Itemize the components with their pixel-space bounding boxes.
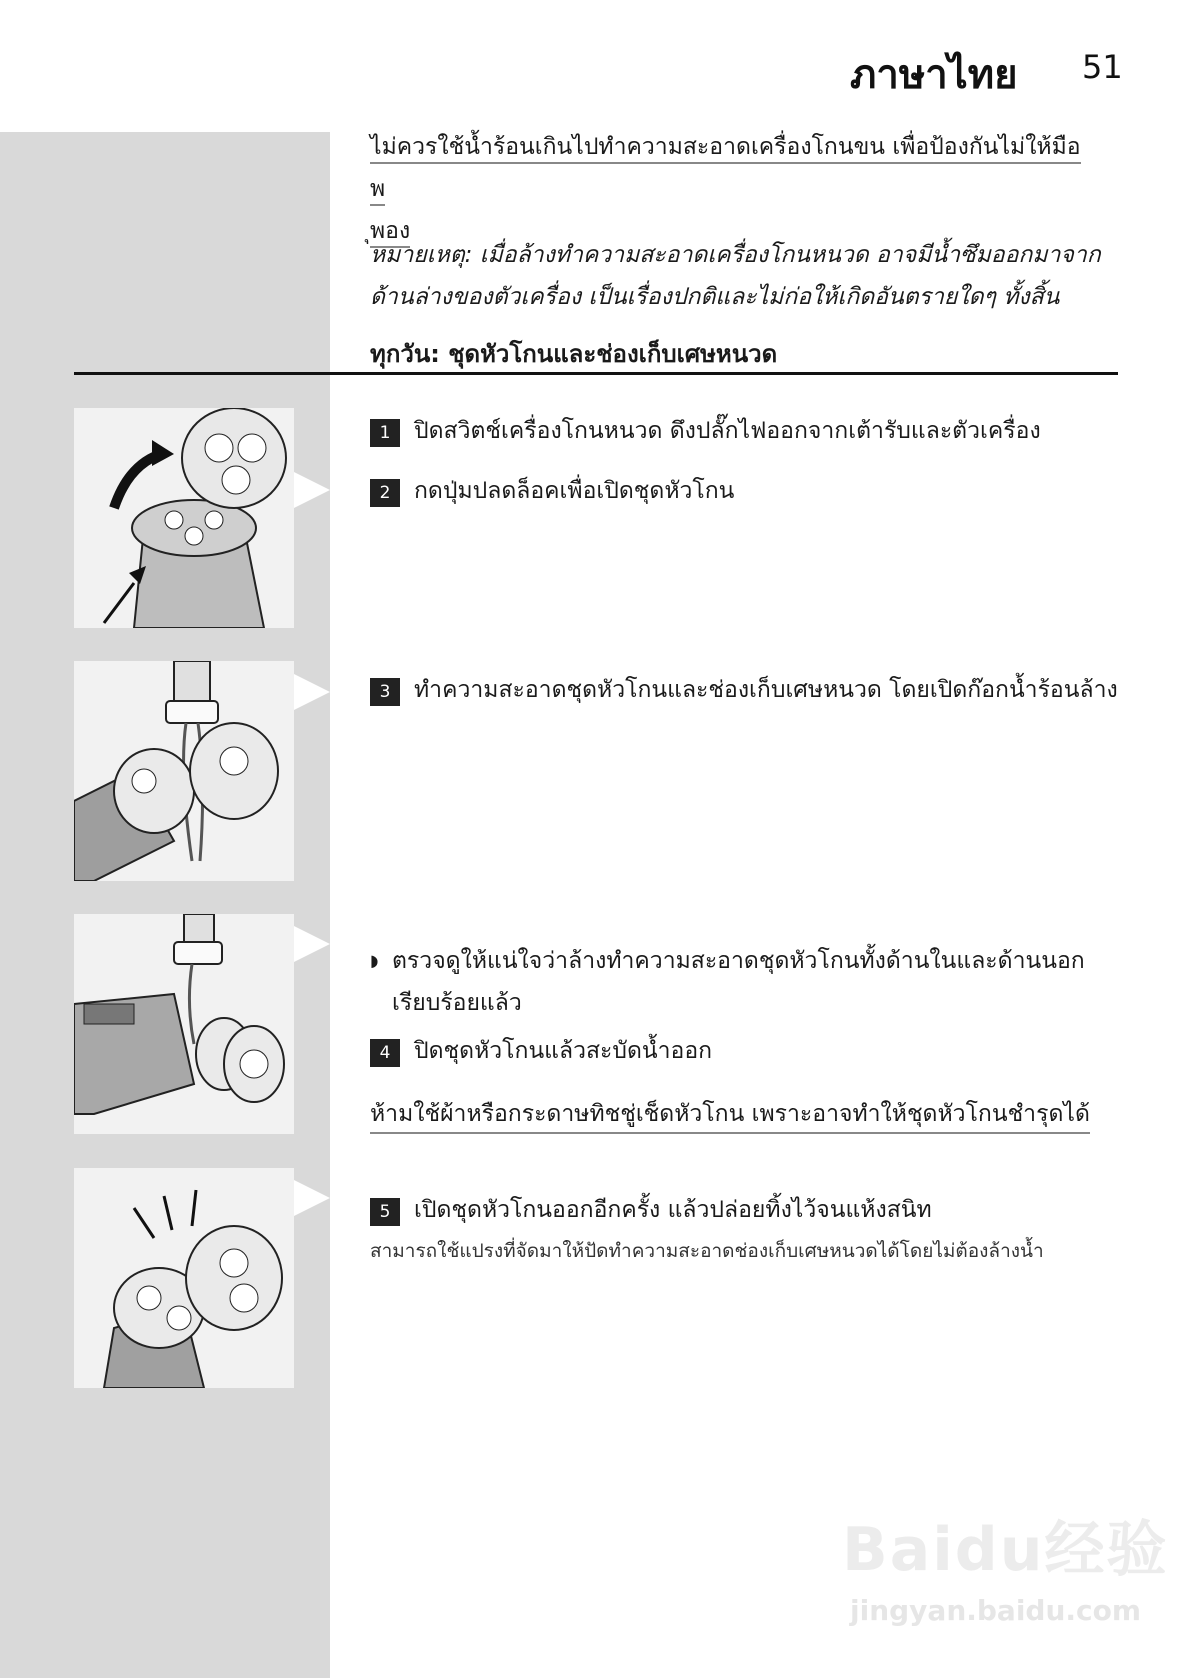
figure-pointer <box>294 926 330 962</box>
tissue-warning: ห้ามใช้ผ้าหรือกระดาษทิชชู่เช็ดหัวโกน เพราะอาจทำให้ชุดหัวโกนชำรุดได้ <box>370 1096 1090 1134</box>
figure-shake-water <box>74 914 294 1134</box>
hot-water-warning-line2: ุพอง <box>370 218 410 248</box>
step-text: เปิดชุดหัวโกนออกอีกครั้ง แล้วปล่อยทิ้งไว้จนแห้งสนิท <box>414 1197 932 1223</box>
figure-pointer <box>294 674 330 710</box>
step-number: 1 <box>370 419 400 447</box>
step-1 <box>370 416 1041 447</box>
step-4 <box>370 1036 712 1067</box>
figure-open-shaving-unit <box>74 408 294 628</box>
section-title: ทุกวัน: ชุดหัวโกนและช่องเก็บเศษหนวด <box>370 340 778 368</box>
section-divider <box>74 372 1118 375</box>
check-bullet <box>370 940 1110 1024</box>
step-5 <box>370 1195 932 1226</box>
shaver-rinse-illustration <box>74 661 294 881</box>
brush-note: สามารถใช้แปรงที่จัดมาให้ปัดทำความสะอาดช่องเก็บเศษหนวดได้โดยไม่ต้องล้างน้ำ <box>370 1240 1044 1262</box>
page-language-title: ภาษาไทย <box>850 52 1018 98</box>
step-text: ปิดสวิตช์เครื่องโกนหนวด ดึงปลั๊กไฟออกจากเต้ารับและตัวเครื่อง <box>414 418 1041 444</box>
bullet-marker-icon: ◗ <box>370 951 379 970</box>
step-text: ปิดชุดหัวโกนแล้วสะบัดน้ำออก <box>414 1038 713 1064</box>
step-2 <box>370 476 734 507</box>
figure-rinse-hot-water <box>74 661 294 881</box>
figure-pointer <box>294 1180 330 1216</box>
figure-pointer <box>294 472 330 508</box>
leak-note: หมายเหตุ: เมื่อล้างทำความสะอาดเครื่องโกนหนวด อาจมีน้ำซึมออกมาจากด้านล่างของตัวเครื่อง เป็นเรื่องปกติและไม่ก่อให้เกิดอันตรายใดๆ ทั้งสิ้น <box>370 242 1101 310</box>
grey-sidebar <box>0 132 330 1678</box>
step-number: 3 <box>370 678 400 706</box>
shaver-closed-rinse-illustration <box>74 914 294 1134</box>
hot-water-warning-line1: ไม่ควรใช้น้ำร้อนเกินไปทำความสะอาดเครื่องโกนขน เพื่อป้องกันไม่ให้มือพ <box>370 134 1081 206</box>
watermark-logo: Baidu经验 <box>842 1515 1169 1585</box>
watermark-url: jingyan.baidu.com <box>850 1594 1142 1627</box>
page-number: 51 <box>1082 48 1123 86</box>
step-number: 2 <box>370 479 400 507</box>
step-text: กดปุ่มปลดล็อคเพื่อเปิดชุดหัวโกน <box>414 478 735 504</box>
bullet-text: ตรวจดูให้แน่ใจว่าล้างทำความสะอาดชุดหัวโกนทั้งด้านในและด้านนอกเรียบร้อยแล้ว <box>392 948 1085 1016</box>
shaver-dry-illustration <box>74 1168 294 1388</box>
step-number: 5 <box>370 1198 400 1226</box>
step-number: 4 <box>370 1039 400 1067</box>
step-3 <box>370 675 1118 706</box>
shaver-open-illustration <box>74 408 294 628</box>
figure-dry-open <box>74 1168 294 1388</box>
step-text: ทำความสะอาดชุดหัวโกนและช่องเก็บเศษหนวด โดยเปิดก๊อกน้ำร้อนล้าง <box>414 677 1118 703</box>
